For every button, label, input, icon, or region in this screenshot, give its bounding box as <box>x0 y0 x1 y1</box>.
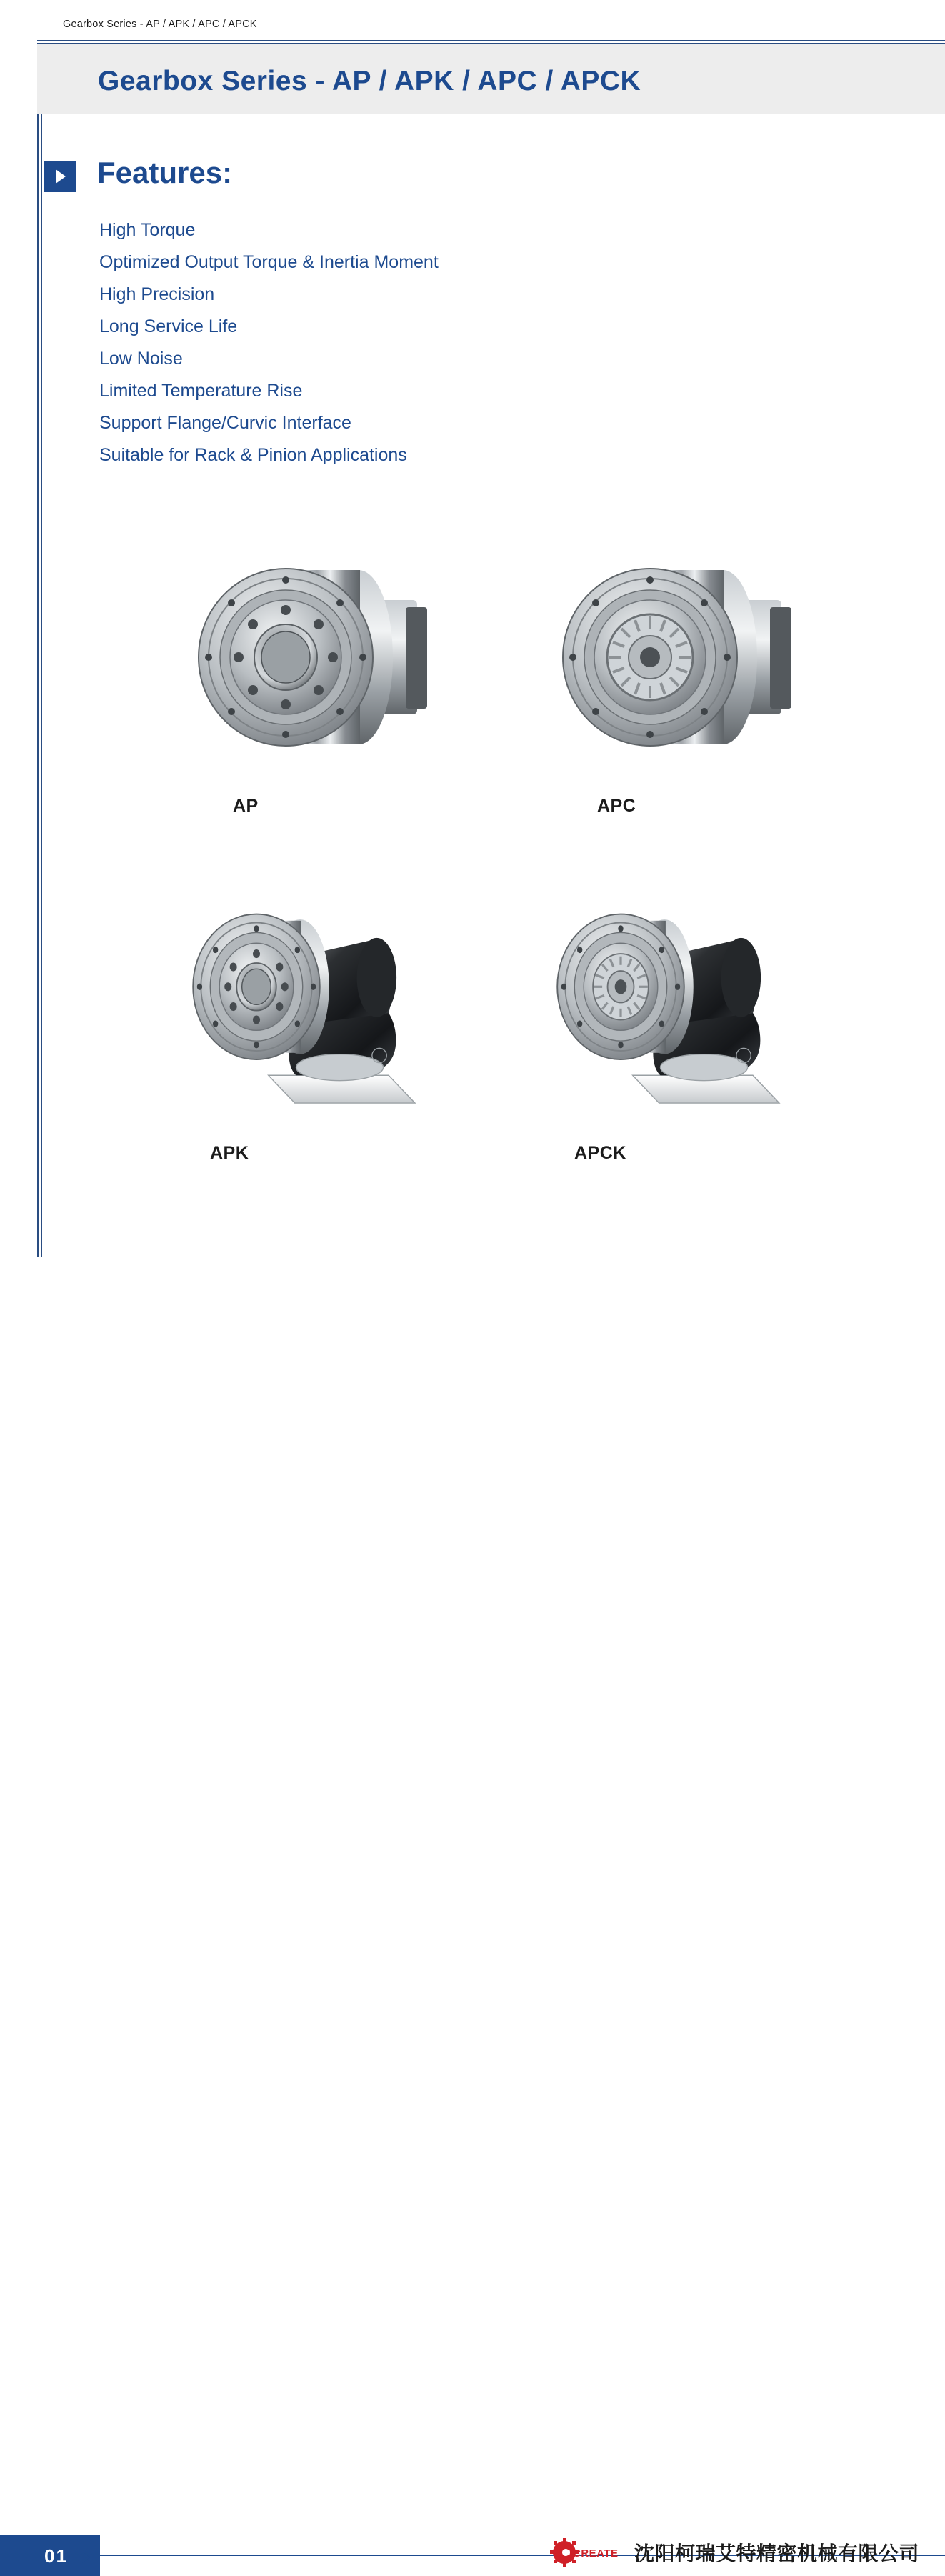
header-rule <box>37 40 945 41</box>
feature-item: Optimized Output Torque & Inertia Moment <box>99 252 439 272</box>
feature-item: High Torque <box>99 220 196 240</box>
gearbox-apck-photo <box>543 857 857 1122</box>
gearbox-apk-photo <box>179 857 493 1122</box>
play-triangle-glyph <box>56 169 66 184</box>
page-footer <box>0 1264 945 2567</box>
feature-item: Long Service Life <box>99 316 238 336</box>
product-label: AP <box>233 796 259 816</box>
left-margin-rule <box>37 114 39 1257</box>
gearbox-apc-photo <box>543 521 857 786</box>
svg-text:CREATE: CREATE <box>572 2547 619 2560</box>
play-triangle-icon <box>44 161 76 192</box>
company-name: 沈阳柯瑞艾特精密机械有限公司 <box>634 2542 919 2565</box>
feature-item: High Precision <box>99 284 215 304</box>
page-number: 01 <box>44 2545 68 2567</box>
feature-item: Suitable for Rack & Pinion Applications <box>99 445 407 465</box>
feature-item: Low Noise <box>99 349 183 369</box>
left-margin-rule-secondary <box>41 114 42 1257</box>
page-title: Gearbox Series - AP / APK / APC / APCK <box>98 66 641 96</box>
company-identity <box>550 2537 919 2567</box>
product-gallery <box>100 521 843 1229</box>
product-label: APK <box>210 1143 249 1163</box>
product-ap <box>179 521 514 836</box>
arrow-right-icon <box>82 2552 90 2563</box>
product-label: APC <box>597 796 636 816</box>
feature-item: Support Flange/Curvic Interface <box>99 413 351 433</box>
features-list <box>99 214 642 471</box>
product-apk <box>179 857 514 1172</box>
feature-item: Limited Temperature Rise <box>99 381 303 401</box>
product-label: APCK <box>574 1143 626 1163</box>
running-head: Gearbox Series - AP / APK / APC / APCK <box>63 19 257 30</box>
product-apck <box>543 857 879 1172</box>
product-apc <box>543 521 879 836</box>
create-logo-icon <box>550 2537 627 2567</box>
header-rule-secondary <box>37 43 945 44</box>
features-heading: Features: <box>97 156 233 189</box>
gearbox-ap-photo <box>179 521 493 786</box>
